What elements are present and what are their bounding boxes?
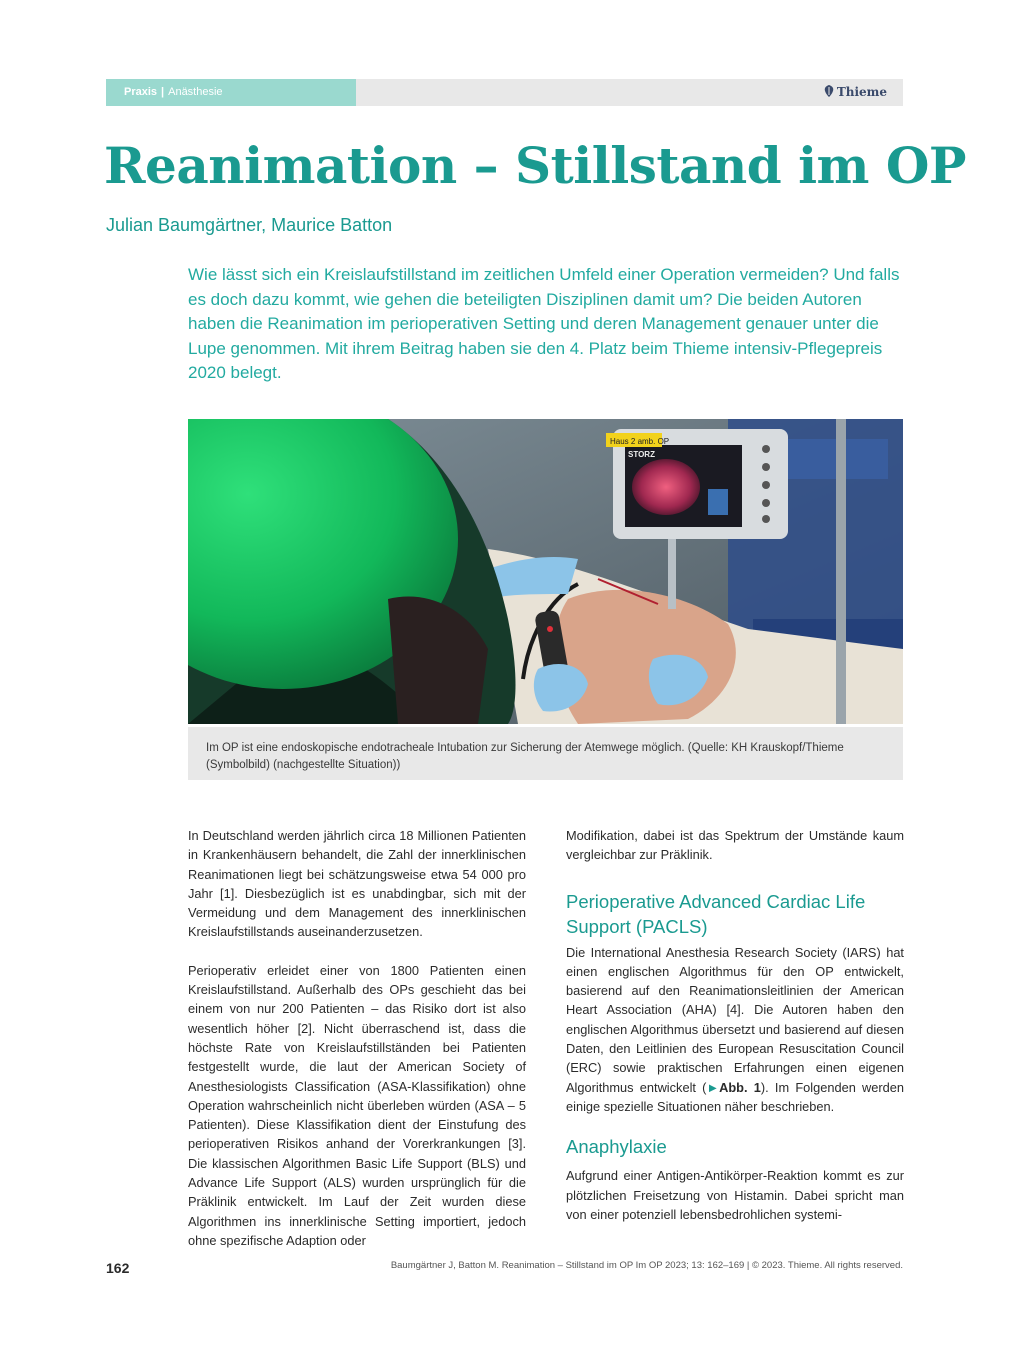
publisher-logo xyxy=(824,79,887,106)
figure-reference-link[interactable] xyxy=(706,1080,760,1095)
article-photo xyxy=(188,419,903,724)
page-number: 162 xyxy=(106,1260,130,1276)
section-heading-pacls: Perioperative Advanced Cardiac Life Support (PACLS) xyxy=(566,890,866,937)
body-paragraph: Perioperativ erleidet einer von 1800 Patienten einen Kreislaufstillstand. Außerhalb des OPs geschieht das bei einem von nur 200 Patienten – das Risiko dort ist also wesentlich höher [2]. Nicht überraschend ist, dass die höchste Rate von Kreislaufstillständen bei Patienten festgestellt wurde, die laut der American Society of Anesthesiologists Classification (ASA-Klassifikation) ohne Operation wahrscheinlich nicht überleben würden (ASA – 5 Patienten). Diese Klassifikation dient der Einstufung des perioperativen Risikos anhand der Vorerkrankungen [3]. Die klassischen Algorithmen Basic Life Support (BLS) und Advance Life Support (ALS) wurden ursprünglich für die Präklinik entwickelt. Im Lauf der Zeit wurden diese Algorithmen ins innerklinische Setting importiert, jedoch ohne spezifische Adaption oder xyxy=(188,962,526,1248)
figure-caption xyxy=(188,727,903,780)
section-tab xyxy=(106,79,356,106)
body-column-right xyxy=(566,826,904,1224)
body-text: ). Im Folgenden werden einige spezielle Situationen näher beschrieben. xyxy=(566,1079,904,1114)
body-paragraph xyxy=(566,943,904,1117)
article-title: Reanimation – Stillstand im OP xyxy=(104,136,967,195)
article-lead: Wie lässt sich ein Kreislaufstillstand im zeitlichen Umfeld einer Operation vermeiden? Und falls es doch dazu kommt, wie gehen die beteiligten Disziplinen damit um? Die beiden Autoren haben die Reanimation im perioperativen Setting und deren Management genauer unter die Lupe genommen. Mit ihrem Beitrag haben sie den 4. Platz beim Thieme intensiv-Pflegepreis 2020 belegt. xyxy=(188,265,900,382)
section-label: Praxis xyxy=(124,86,158,98)
body-paragraph: Aufgrund einer Antigen-Antikörper-Reaktion kommt es zur plötzlichen Freisetzung von Histamin. Dabei spricht man von einer potenziell lebensbedrohlichen systemi- xyxy=(566,1168,904,1222)
body-paragraph: In Deutschland werden jährlich circa 18 Millionen Patienten in Krankenhäusern behandelt, die Zahl der innerklinischen Reanimationen liegt bei schätzungsweise etwa 54 000 pro Jahr [1]. Diesbezüglich ist es unabdingbar, sich mit der Vermeidung und dem Management des innerklinischen Kreislaufstillstands auseinanderzusetzen. xyxy=(188,828,526,940)
section-separator: | xyxy=(161,86,165,98)
header-bar xyxy=(106,79,903,106)
thieme-logo-icon xyxy=(824,85,834,97)
subsection-label: Anästhesie xyxy=(168,86,223,98)
footer-citation: Baumgärtner J, Batton M. Reanimation – Stillstand im OP Im OP 2023; 13: 162–169 | © 2023. Thieme. All rights reserved. xyxy=(390,1260,903,1271)
figure-reference-label: Abb. 1 xyxy=(719,1079,761,1095)
body-text: Die International Anesthesia Research Society (IARS) hat einen englischen Algorithmus für den OP entwickelt, basierend auf den Reanimationsleitlinien der American Heart Association (AHA) [4]. Die Autoren haben den englischen Algorithmus übersetzt und basierend auf diesen Daten, den Leitlinien des European Resuscitation Council (ERC) sowie praktischen Erfahrungen einen eigenen Algorithmus entwickelt ( xyxy=(566,944,904,1095)
body-paragraph: Modifikation, dabei ist das Spektrum der Umstände kaum vergleichbar zur Präklinik. xyxy=(566,828,904,863)
monitor-tag-text: Haus 2 amb. OP xyxy=(610,437,670,446)
intubation-photo-illustration xyxy=(188,419,903,724)
section-heading-anaphylaxie: Anaphylaxie xyxy=(566,1136,667,1158)
figure-reference-arrow-icon: ► xyxy=(706,1079,720,1095)
publisher-name: Thieme xyxy=(836,85,887,99)
article-authors: Julian Baumgärtner, Maurice Batton xyxy=(106,215,393,235)
figure-caption-text: Im OP ist eine endoskopische endotracheale Intubation zur Sicherung der Atemwege möglich. (Quelle: KH Krauskopf/Thieme (Symbolbild) (nachgestellte Situation)) xyxy=(206,742,844,771)
monitor-brand-text: STORZ xyxy=(628,450,655,459)
body-column-left xyxy=(188,826,526,1250)
